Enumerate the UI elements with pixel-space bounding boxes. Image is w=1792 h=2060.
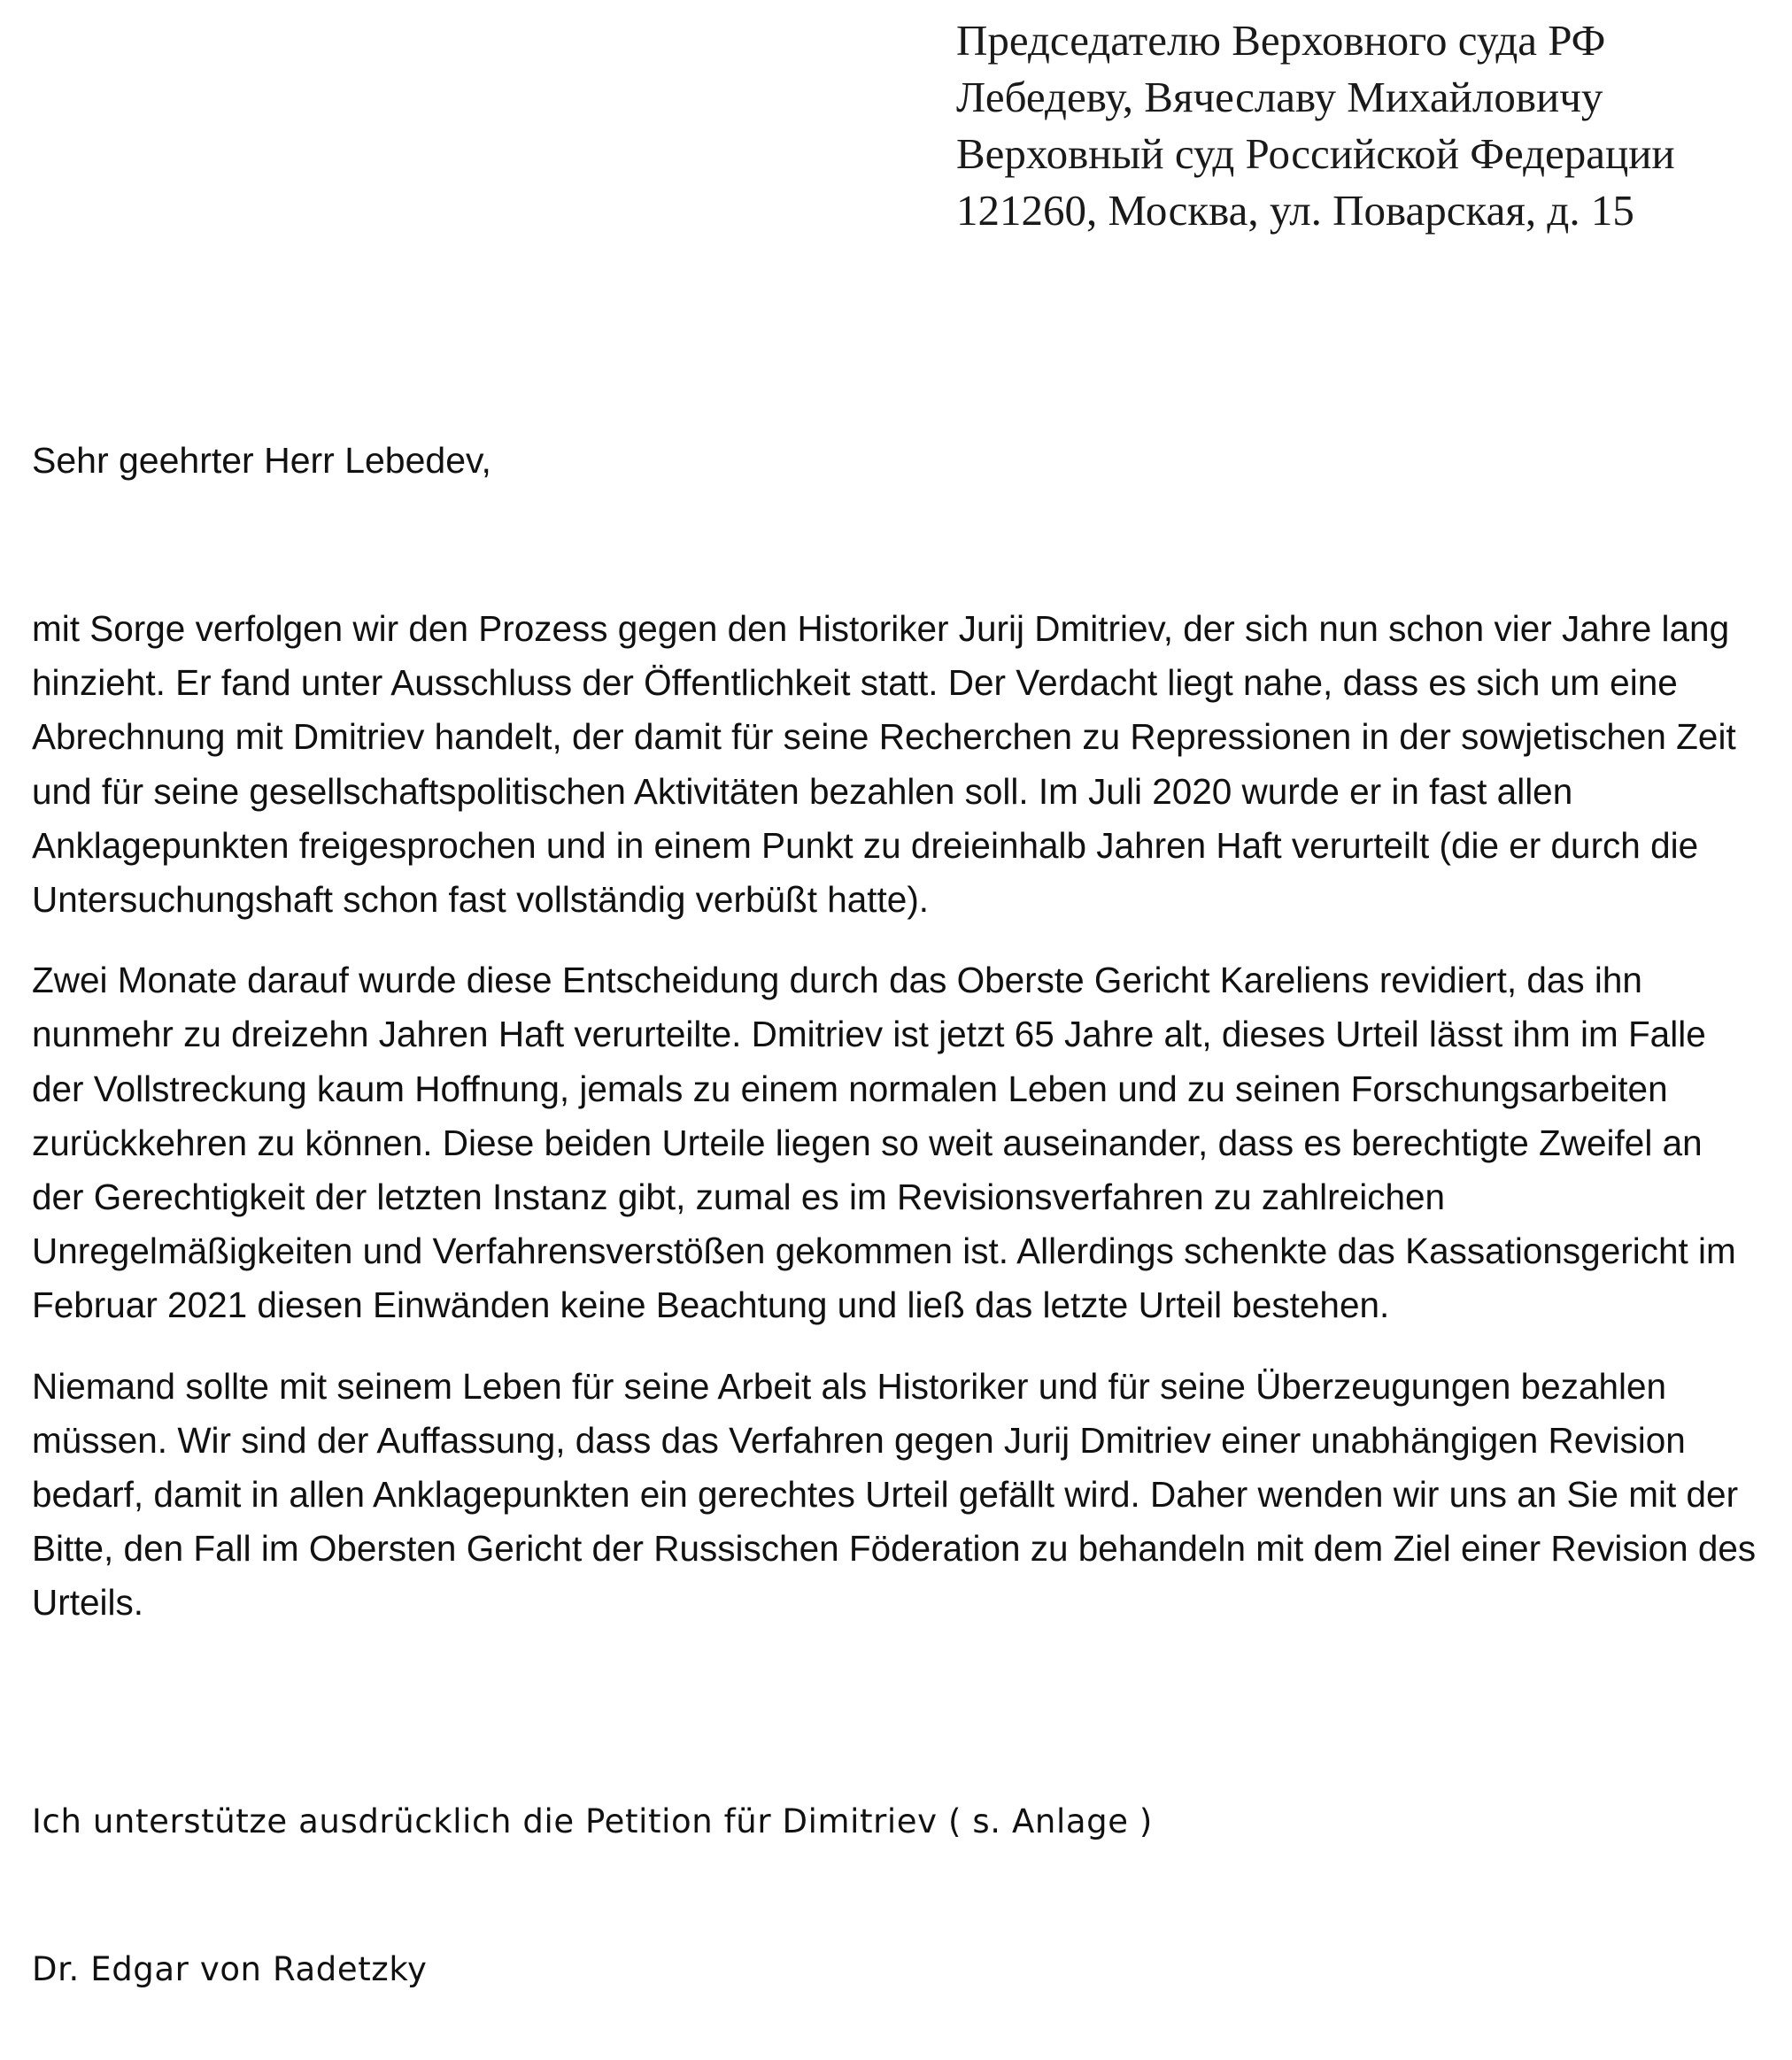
recipient-address-line: Лебедеву, Вячеславу Михайловичу — [956, 73, 1603, 121]
signature-name: Dr. Edgar von Radetzky — [32, 1950, 428, 1988]
salutation: Sehr geehrter Herr Lebedev, — [32, 440, 491, 481]
support-statement: Ich unterstütze ausdrücklich die Petition für Dimitriev ( s. Anlage ) — [32, 1802, 1153, 1840]
recipient-address-line: Верховный суд Российской Федерации — [956, 129, 1675, 178]
recipient-address-block — [956, 12, 1780, 239]
body-paragraph: mit Sorge verfolgen wir den Prozess gegen den Historiker Jurij Dmitriev, der sich nun schon vier Jahre lang hinzieht. Er fand unter Ausschluss der Öffentlichkeit statt. Der Verdacht liegt nahe, dass es sich um eine Abrechnung mit Dmitriev handelt, der damit für seine Recherchen zu Repressionen in der sowjetischen Zeit und für seine gesellschaftspolitischen Aktivitäten bezahlen soll. Im Juli 2020 wurde er in fast allen Anklagepunkten freigesprochen und in einem Punkt zu dreieinhalb Jahren Haft verurteilt (die er durch die Untersuchungshaft schon fast vollständig verbüßt hatte). — [32, 608, 1736, 921]
recipient-address-line: Председателю Верховного суда РФ — [956, 16, 1606, 65]
body-paragraph: Niemand sollte mit seinem Leben für seine Arbeit als Historiker und für seine Überzeugungen bezahlen müssen. Wir sind der Auffassung, dass das Verfahren gegen Jurij Dmitriev einer unabhängigen Revision bedarf, damit in allen Anklagepunkten ein gerechtes Urteil gefällt wird. Daher wenden wir uns an Sie mit der Bitte, den Fall im Obersten Gericht der Russischen Föderation zu behandeln mit dem Ziel einer Revision des Urteils. — [32, 1365, 1757, 1624]
letter-body — [32, 602, 1758, 1657]
recipient-address-line: 121260, Москва, ул. Поварская, д. 15 — [956, 186, 1634, 235]
body-paragraph: Zwei Monate darauf wurde diese Entscheidung durch das Oberste Gericht Kareliens revidiert, das ihn nunmehr zu dreizehn Jahren Haft verurteilte. Dmitriev ist jetzt 65 Jahre alt, dieses Urteil lässt ihm im Falle der Vollstreckung kaum Hoffnung, jemals zu einem normalen Leben und zu seinen Forschungsarbeiten zurückkehren zu können. Diese beiden Urteile liegen so weit auseinander, dass es berechtigte Zweifel an der Gerechtigkeit der letzten Instanz gibt, zumal es im Revisionsverfahren zu zahlreichen Unregelmäßigkeiten und Verfahrensverstößen gekommen ist. Allerdings schenkte das Kassationsgericht im Februar 2021 diesen Einwänden keine Beachtung und ließ das letzte Urteil bestehen. — [32, 960, 1736, 1326]
